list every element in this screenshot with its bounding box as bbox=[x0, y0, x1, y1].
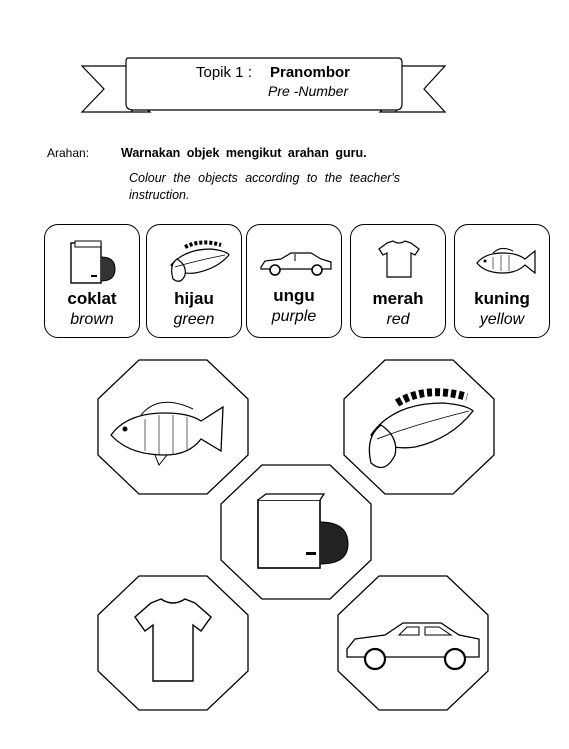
legend-card-green bbox=[146, 224, 242, 338]
legend-malay-word: merah bbox=[372, 289, 424, 308]
instruction-text-english: Colour the objects according to the teacher's instruction. bbox=[129, 171, 400, 202]
leaf-caterpillar-icon bbox=[155, 235, 235, 287]
topic-subtitle: Pre -Number bbox=[268, 83, 349, 99]
legend-card-brown bbox=[44, 224, 140, 338]
legend-malay-word: hijau bbox=[174, 289, 214, 308]
legend-card-red bbox=[350, 224, 446, 338]
fish-icon bbox=[463, 235, 543, 287]
coloring-area-car[interactable] bbox=[337, 575, 489, 711]
bag-icon bbox=[53, 235, 133, 287]
legend-english-word: purple bbox=[271, 308, 317, 325]
instruction-label: Arahan: bbox=[47, 146, 90, 160]
coloring-area-tshirt[interactable] bbox=[97, 575, 249, 711]
tshirt-icon bbox=[359, 235, 439, 287]
legend-card-purple bbox=[246, 224, 342, 338]
legend-english-word: red bbox=[386, 311, 410, 328]
topic-title: Pranombor bbox=[270, 64, 351, 81]
legend-malay-word: kuning bbox=[474, 289, 530, 308]
legend-malay-word: coklat bbox=[67, 289, 117, 308]
topic-label: Topik 1 : bbox=[196, 64, 252, 81]
legend-english-word: green bbox=[173, 311, 215, 328]
car-icon bbox=[255, 235, 335, 287]
legend-english-word: brown bbox=[70, 311, 114, 328]
legend-malay-word: ungu bbox=[273, 286, 315, 305]
instruction-text-malay: Warnakan objek mengikut arahan guru. bbox=[121, 146, 367, 160]
legend-english-word: yellow bbox=[479, 311, 525, 328]
legend-card-yellow bbox=[454, 224, 550, 338]
